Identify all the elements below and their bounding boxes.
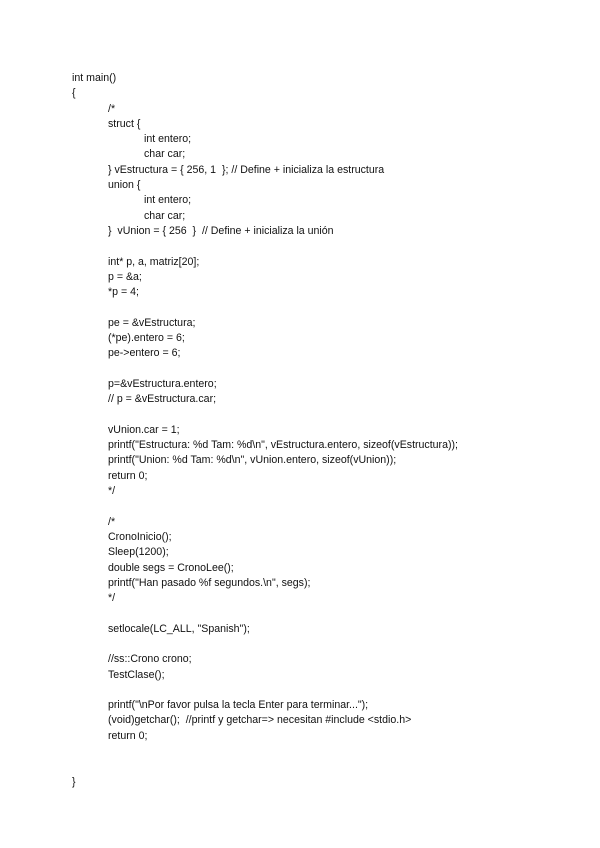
code-line: return 0;	[108, 469, 148, 482]
code-line	[72, 637, 458, 652]
code-line: */	[108, 592, 116, 605]
code-line: } vUnion = { 256 } // Define + inicializa la unión	[108, 224, 334, 237]
code-line: int main()	[72, 72, 117, 84]
code-line: printf("Han pasado %f segundos.\n", segs);	[108, 576, 311, 589]
code-line: /*	[108, 515, 116, 528]
code-line: /*	[108, 102, 116, 115]
code-line: }	[72, 775, 76, 788]
code-line: double segs = CronoLee();	[108, 561, 234, 574]
code-line	[72, 683, 458, 698]
code-line: pe = &vEstructura;	[108, 316, 196, 329]
code-listing	[72, 71, 458, 790]
code-line: // p = &vEstructura.car;	[108, 393, 217, 406]
code-line	[72, 408, 458, 423]
code-line: p=&vEstructura.entero;	[108, 377, 217, 390]
code-line: struct {	[108, 117, 141, 130]
code-line: p = &a;	[108, 270, 142, 283]
code-line: */	[108, 485, 116, 498]
code-line: char car;	[144, 148, 186, 161]
code-line: (*pe).entero = 6;	[108, 332, 185, 345]
code-line: setlocale(LC_ALL, "Spanish");	[108, 622, 250, 635]
code-line: *p = 4;	[108, 286, 139, 299]
code-line: //ss::Crono crono;	[108, 653, 192, 666]
code-line: printf("Union: %d Tam: %d\n", vUnion.entero, sizeof(vUnion));	[108, 454, 397, 467]
code-line: } vEstructura = { 256, 1 }; // Define + inicializa la estructura	[108, 163, 385, 176]
code-line: return 0;	[108, 729, 148, 742]
code-line: char car;	[144, 209, 186, 222]
code-line: printf("Estructura: %d Tam: %d\n", vEstructura.entero, sizeof(vEstructura));	[108, 439, 458, 452]
code-line: int* p, a, matriz[20];	[108, 255, 200, 268]
code-line	[72, 759, 458, 774]
code-line: {	[72, 87, 76, 100]
code-line	[72, 499, 458, 514]
code-line: pe->entero = 6;	[108, 347, 181, 360]
code-line: vUnion.car = 1;	[108, 423, 180, 436]
code-line: TestClase();	[108, 668, 165, 681]
code-line: Sleep(1200);	[108, 546, 169, 559]
code-line: int entero;	[144, 194, 192, 207]
code-line: union {	[108, 179, 141, 192]
code-line	[72, 362, 458, 377]
code-line	[72, 300, 458, 315]
code-line	[72, 239, 458, 254]
code-line: CronoInicio();	[108, 530, 172, 543]
code-line: (void)getchar(); //printf y getchar=> necesitan #include <stdio.h>	[108, 714, 412, 727]
code-line	[72, 606, 458, 621]
code-line	[72, 744, 458, 759]
code-line: printf("\nPor favor pulsa la tecla Enter para terminar...");	[108, 699, 369, 712]
code-line: int entero;	[144, 133, 192, 146]
